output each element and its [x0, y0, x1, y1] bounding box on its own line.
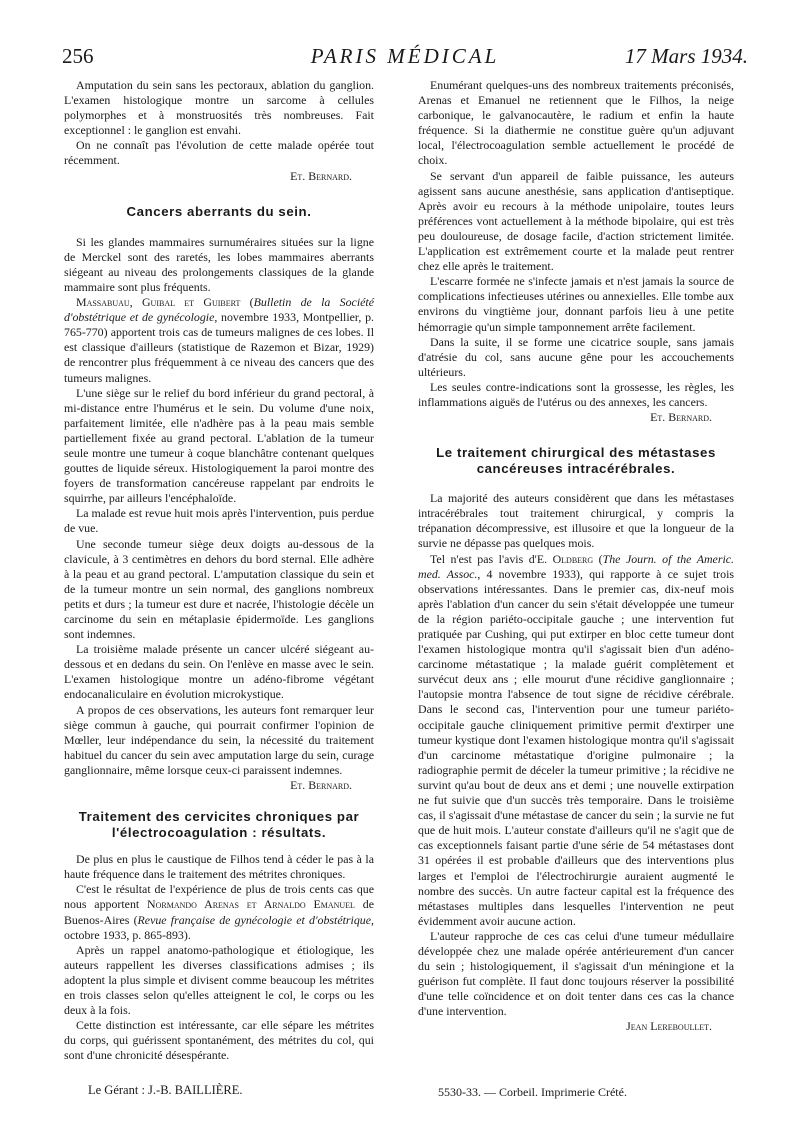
running-head [62, 44, 748, 74]
section-heading: Le traitement chirurgical des métastases cancéreuses intracérébrales. [436, 445, 716, 477]
paragraph: Enumérant quelques-uns des nombreux traitements préconisés, Arenas et Emanuel ne retiennent que le Filhos, la neige carbonique, le galvanocautère, le radium et enfin la haute fréquence. Si la diathermie ne constitue guère qu'un adjuvant local, l'électrocoagulation semble actuellement le procédé de choix. [418, 78, 734, 168]
paragraph: Dans la suite, il se forme une cicatrice souple, sans jamais d'atrésie du col, sans aucune gêne pour les accouchements ultérieurs. [418, 334, 734, 379]
citation-paragraph [418, 552, 734, 929]
left-column [64, 78, 374, 1063]
signature: Et. Bernard. [650, 410, 712, 425]
paragraph: De plus en plus le caustique de Filhos tend à céder le pas à la haute fréquence dans le traitement des métrites chroniques. [64, 852, 374, 882]
paragraph: Si les glandes mammaires surnuméraires situées sur la ligne de Merckel sont des raretés, les lobes mammaires aberrants siégeant au niveau des prolongements classiques de la glande mammaire sont plus fréquents. [64, 234, 374, 294]
citation-text: de Buenos-Aires ( [64, 897, 375, 927]
paragraph: Après un rappel anatomo-pathologique et étiologique, les auteurs rappellent les diverses classifications admises ; ils adoptent la plus simple et divisent comme beaucoup les métrites en trois classes selon qu'elles atteignent le col, le corps ou les deux à la fois. [64, 942, 374, 1018]
page-number: 256 [62, 44, 94, 68]
signature: Et. Bernard. [290, 778, 352, 793]
citation-paragraph [64, 295, 374, 386]
paragraph: Une seconde tumeur siège deux doigts au-dessous de la clavicule, à 3 centimètres en dehors du bord sternal. Elle adhère à la peau et au grand pectoral. L'amputation classique du sein et de la tumeur montre un sein normal, des ganglions nombreux petits et durs ; la tumeur est dure et nacrée, l'histologie décèle un carcinome du sein en métaplasie épidermoïde. Les ganglions sont indemnes. [64, 536, 374, 642]
citation-text: ( [240, 295, 254, 310]
journal-name: The Journ. of the Americ. med. Assoc. [418, 551, 735, 581]
citation-text: Tel n'est pas l'avis d'E. [430, 551, 553, 566]
signature: Jean Lereboullet. [626, 1019, 712, 1034]
paragraph: Cette distinction est intéressante, car elle sépare les métrites du corps, qui guérissent spontanément, des métrites du col, qui sont d'une chronicité désespérante. [64, 1018, 374, 1063]
author-names: Normando Arenas et Arnaldo Emanuel [147, 897, 355, 912]
paragraph: L'une siège sur le relief du bord inférieur du grand pectoral, à mi-distance entre l'humérus et le sein. Du volume d'une noix, parfaitement limitée, elle n'adhère pas à la peau mais semble partiellement fixée au grand pectoral. L'ablation de la tumeur seule montre une tumeur à coque blanchâtre contenant quelques gouttes de liquide séreux. Histologiquement la paroi montre des foyers de transformation cancéreuse rappelant par endroits le squirrhe, par ailleurs l'encéphaloïde. [64, 385, 374, 506]
evolution-paragraph: On ne connaît pas l'évolution de cette malade opérée tout récemment. [64, 138, 374, 168]
issue-date: 17 Mars 1934. [624, 44, 748, 68]
paragraph: L'auteur rapproche de ces cas celui d'une tumeur médullaire développée chez une malade opérée antérieurement d'un cancer du sein ; histologiquement, il s'agissait d'un méningione et la guérison fut complète. Il faut donc toujours réserver la possibilité d'une telle coïncidence et on doit tenter dans ces cas la chance d'une intervention. [418, 928, 734, 1019]
paragraph: Les seules contre-indications sont la grossesse, les règles, les inflammations aiguës de l'utérus ou des annexes, les cancers. [418, 379, 734, 409]
citation-text: , novembre 1933, Montpellier, p. 765-770) apportent trois cas de tumeurs malignes de ces lobes. Il est classique d'ailleurs (statistique de Razemon et Bizar, 1929) de rencontrer plus fréquemment à ce niveau des cancers que des tumeurs malignes. [64, 310, 374, 385]
paragraph: La troisième malade présente un cancer ulcéré siégeant au-dessous et en dedans du sein. On l'enlève en masse avec le sein. L'examen histologique montre un adéno-fibrome végétant endocanaliculaire en évolution microkystique. [64, 642, 374, 702]
section-heading: Traitement des cervicites chroniques par l'électrocoagulation : résultats. [78, 809, 360, 841]
section-heading: Cancers aberrants du sein. [126, 203, 312, 219]
paragraph: La malade est revue huit mois après l'intervention, puis perdue de vue. [64, 506, 374, 536]
paragraph: Se servant d'un appareil de faible puissance, les auteurs agissent sans aucune anesthésie, sans application d'antiseptique. Après avoir eu recours à la méthode unipolaire, toutes leurs préférences vont actuellement à la méthode bipolaire, qui est très peu douloureuse, de dosage facile, d'action strictement limitée. L'application est extrêmement courte et la malade peut rentrer chez elle après le traitement. [418, 168, 734, 274]
paragraph: A propos de ces observations, les auteurs font remarquer leur siège commun à gauche, qui pourrait confirmer l'opinion de Mœller, leur indépendance du sein, la nécessité du traitement habituel du cancer du sein avec amputation large du sein, curage ganglionnaire, même lorsque ceux-ci paraissent indemnes. [64, 702, 374, 777]
right-column [418, 78, 734, 1035]
citation-text: , 4 novembre 1933), qui rapporte à ce sujet trois observations intéressantes. Dans le premier cas, dix-neuf mois après l'ablation d'un cancer du sein s'était développée une tumeur de la région pariéto-occipitale gauche ; une intervention fut pratiquée par Cushing, qui put extirper en bloc cette tumeur dont l'examen histologique montra qu'il s'agissait bien d'un adéno-carcinome métastatique ; la malade guérit complètement et survécut deux ans ; elle mourut d'une récidive ganglionnaire ; l'autopsie montra l'absence de tout signe de récidive cérébrale. Dans le second cas, l'intervention pour une tumeur pariéto-occipitale gauche cliniquement primitive permit d'extirper une tumeur kystique dont l'examen histologique montra qu'il s'agissait d'un carcinome métastatique d'origine pulmonaire ; la radiographie permit de déceler la tumeur primitive ; la récidive ne survint qu'au bout de deux ans et demi ; une nouvelle extirpation ne fut suivie que d'un succès très temporaire. Dans le troisième cas, il s'agissait d'une métastase de cancer du sein ; la survie ne fut que de huit mois. L'auteur constate d'ailleurs qu'il ne s'agit que de cas exceptionnels faisant partie d'une série de 54 métastases dont 31 opérées il est probable d'ailleurs que des interventions plus larges et l'emploi de l'électrochirurgie auraient augmenté le nombre des succès. Un autre facteur capital est la fréquence des métastases multiples dans lesquelles l'intervention ne peut évidemment avoir aucune action. [418, 566, 734, 928]
footer-manager: Le Gérant : J.-B. BAILLIÈRE. [88, 1083, 243, 1097]
citation-text: C'est le résultat de l'expérience de plus de trois cents cas que nous apportent [64, 882, 374, 912]
citation-paragraph [64, 882, 374, 942]
journal-title: PARIS MÉDICAL [310, 44, 500, 68]
citation-text: , octobre 1933, p. 865-893). [64, 912, 374, 942]
footer-printer: 5530-33. — Corbeil. Imprimerie Crété. [438, 1085, 627, 1099]
amputation-paragraph: Amputation du sein sans les pectoraux, ablation du ganglion. L'examen histologique montre un sarcome à cellules polymorphes et à monstruosités très nombreuses. Fait exceptionnel : le ganglion est envahi. [64, 78, 374, 138]
author-names: Massabuau, Guibal et Guibert [76, 295, 241, 310]
citation-text: ( [593, 551, 603, 566]
journal-name: Bulletin de la Société d'obstétrique et de gynécologie [64, 295, 374, 325]
journal-name: Revue française de gynécologie et d'obstétrique [137, 912, 372, 927]
paragraph: La majorité des auteurs considèrent que dans les métastases intracérébrales tout traitement chirurgical, y compris la trépanation décompressive, est illusoire et que la longueur de la survie ne dépasse pas quelques mois. [418, 491, 734, 551]
paragraph: L'escarre formée ne s'infecte jamais et n'est jamais la source de complications infectieuses utérines ou annexielles. Elle tombe aux environs du vingtième jour, donnant parfois lieu à une petite hémorragie qu'un simple tamponnement arrête facilement. [418, 274, 734, 334]
author-names: Oldberg [552, 551, 594, 566]
signature: Et. Bernard. [290, 168, 352, 183]
